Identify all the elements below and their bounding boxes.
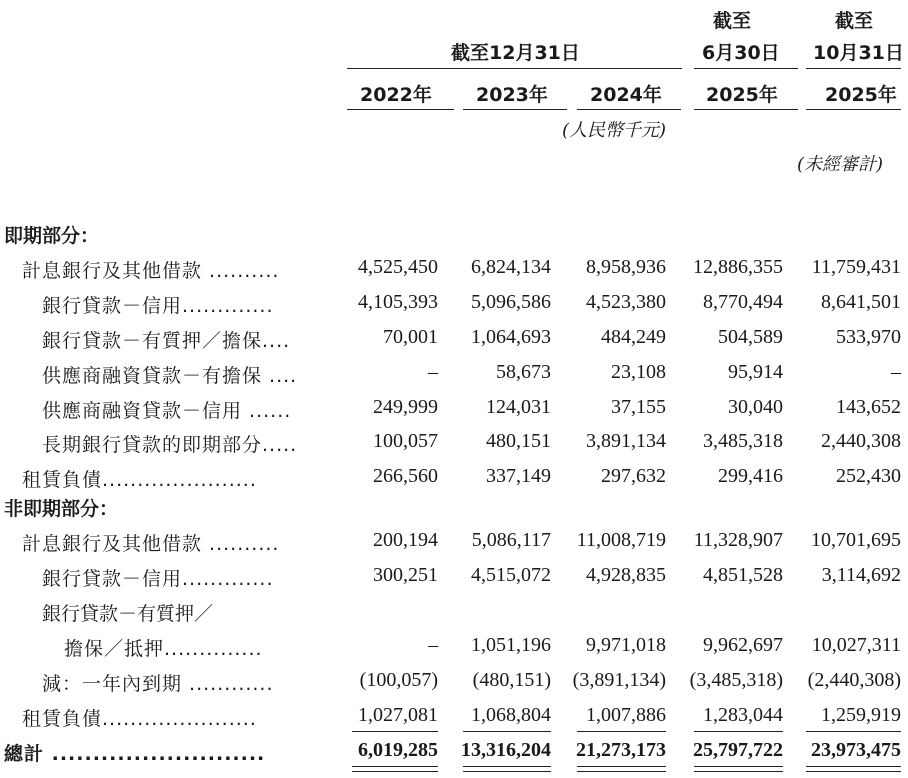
- row-label: 供應商融資貸款－有擔保 ....: [42, 365, 298, 387]
- row-label: 租賃負債......................: [22, 469, 257, 491]
- column-5-header-date: 10月31日: [813, 42, 904, 64]
- column-4-header-top: 截至: [713, 10, 752, 32]
- year-header-2025-oct: 2025年: [825, 84, 897, 106]
- table-cell: 4,928,835: [586, 564, 666, 586]
- year-header-2024: 2024年: [590, 84, 662, 106]
- table-cell: (3,485,318): [689, 669, 783, 691]
- table-cell: 1,259,919: [821, 704, 901, 726]
- table-cell: 300,251: [373, 564, 438, 586]
- subtotal-rule-5: [806, 731, 901, 732]
- row-label: 銀行貸款－信用.............: [42, 568, 274, 590]
- row-label: 租賃負債......................: [22, 708, 257, 730]
- table-cell: 249,999: [373, 396, 438, 418]
- row-label: 供應商融資貸款－信用 ......: [42, 400, 292, 422]
- total-cell: 13,316,204: [461, 739, 551, 761]
- row-label: 銀行貸款－有質押／擔保....: [42, 330, 291, 352]
- year-header-2022: 2022年: [360, 84, 432, 106]
- total-cell: 23,973,475: [811, 739, 901, 761]
- column-4-header-date: 6月30日: [702, 42, 780, 64]
- total-double-rule-5: [806, 766, 901, 772]
- subtotal-rule-1: [352, 731, 438, 732]
- table-cell: (2,440,308): [807, 669, 901, 691]
- table-cell: 100,057: [373, 430, 438, 452]
- table-cell: 1,068,804: [471, 704, 551, 726]
- table-cell: –: [891, 361, 901, 383]
- table-cell: 1,283,044: [703, 704, 783, 726]
- table-cell: 30,040: [728, 396, 783, 418]
- table-cell: 266,560: [373, 465, 438, 487]
- total-cell: 21,273,173: [576, 739, 666, 761]
- table-cell: 9,971,018: [586, 634, 666, 656]
- total-double-rule-2: [463, 766, 551, 772]
- table-cell: 143,652: [836, 396, 901, 418]
- row-label: 減：一年內到期 ............: [42, 673, 274, 695]
- row-label: 擔保／抵押..............: [64, 638, 263, 660]
- table-cell: 1,064,693: [471, 326, 551, 348]
- table-cell: 9,962,697: [703, 634, 783, 656]
- table-cell: 12,886,355: [693, 256, 783, 278]
- table-cell: 124,031: [486, 396, 551, 418]
- total-cell: 25,797,722: [693, 739, 783, 761]
- total-double-rule-4: [694, 766, 783, 772]
- table-cell: 3,891,134: [586, 430, 666, 452]
- column-5-header-rule: [806, 68, 901, 69]
- table-cell: 4,851,528: [703, 564, 783, 586]
- column-5-header-top: 截至: [835, 10, 874, 32]
- table-cell: 10,027,311: [811, 634, 901, 656]
- table-cell: 337,149: [486, 465, 551, 487]
- total-label: 總計 ..........................: [4, 743, 266, 765]
- table-cell: 3,114,692: [821, 564, 901, 586]
- table-cell: 5,096,586: [471, 291, 551, 313]
- subtotal-rule-3: [577, 731, 666, 732]
- table-cell: 70,001: [383, 326, 438, 348]
- table-cell: (3,891,134): [572, 669, 666, 691]
- year-header-2025-jun: 2025年: [706, 84, 778, 106]
- total-cell: 6,019,285: [358, 739, 438, 761]
- year-rule-5: [806, 109, 901, 110]
- table-cell: 200,194: [373, 529, 438, 551]
- subtotal-rule-2: [463, 731, 551, 732]
- unaudited-note: (未經審計): [797, 154, 884, 175]
- year-rule-1: [347, 109, 454, 110]
- table-cell: 37,155: [611, 396, 666, 418]
- table-cell: 11,008,719: [576, 529, 666, 551]
- table-cell: 252,430: [836, 465, 901, 487]
- group-header-rule: [347, 68, 682, 69]
- table-cell: 504,589: [718, 326, 783, 348]
- subtotal-rule-4: [694, 731, 783, 732]
- table-cell: 95,914: [728, 361, 783, 383]
- column-4-header-rule: [694, 68, 798, 69]
- row-label: 計息銀行及其他借款 ..........: [22, 533, 280, 555]
- table-cell: 8,958,936: [586, 256, 666, 278]
- year-rule-4: [694, 109, 798, 110]
- table-cell: 8,770,494: [703, 291, 783, 313]
- table-cell: 4,515,072: [471, 564, 551, 586]
- table-cell: 533,970: [836, 326, 901, 348]
- year-rule-3: [577, 109, 681, 110]
- table-cell: 1,007,886: [586, 704, 666, 726]
- table-cell: 8,641,501: [821, 291, 901, 313]
- table-cell: 297,632: [601, 465, 666, 487]
- currency-unit-note: (人民幣千元): [562, 120, 667, 141]
- table-cell: 58,673: [496, 361, 551, 383]
- table-cell: (480,151): [472, 669, 551, 691]
- row-label: 計息銀行及其他借款 ..........: [22, 260, 280, 282]
- table-cell: 6,824,134: [471, 256, 551, 278]
- group-header-dec31: 截至12月31日: [451, 42, 580, 64]
- table-cell: 484,249: [601, 326, 666, 348]
- row-label: 長期銀行貸款的即期部分.....: [42, 434, 298, 456]
- table-cell: 480,151: [486, 430, 551, 452]
- section-current: 即期部分：: [4, 225, 100, 247]
- table-cell: 1,051,196: [471, 634, 551, 656]
- table-cell: 10,701,695: [811, 529, 901, 551]
- row-label: 銀行貸款－信用.............: [42, 295, 274, 317]
- table-cell: 2,440,308: [821, 430, 901, 452]
- row-label: 銀行貸款－有質押／: [42, 603, 214, 625]
- table-cell: 1,027,081: [358, 704, 438, 726]
- total-double-rule-1: [352, 766, 438, 772]
- table-cell: 11,759,431: [811, 256, 901, 278]
- table-cell: 4,525,450: [358, 256, 438, 278]
- table-cell: 3,485,318: [703, 430, 783, 452]
- year-header-2023: 2023年: [476, 84, 548, 106]
- table-cell: –: [428, 634, 438, 656]
- table-cell: 11,328,907: [693, 529, 783, 551]
- table-cell: (100,057): [359, 669, 438, 691]
- table-cell: 299,416: [718, 465, 783, 487]
- total-double-rule-3: [577, 766, 666, 772]
- section-non-current: 非即期部分：: [4, 498, 119, 520]
- table-cell: –: [428, 361, 438, 383]
- table-cell: 4,523,380: [586, 291, 666, 313]
- table-cell: 23,108: [611, 361, 666, 383]
- year-rule-2: [463, 109, 567, 110]
- table-cell: 4,105,393: [358, 291, 438, 313]
- table-cell: 5,086,117: [471, 529, 551, 551]
